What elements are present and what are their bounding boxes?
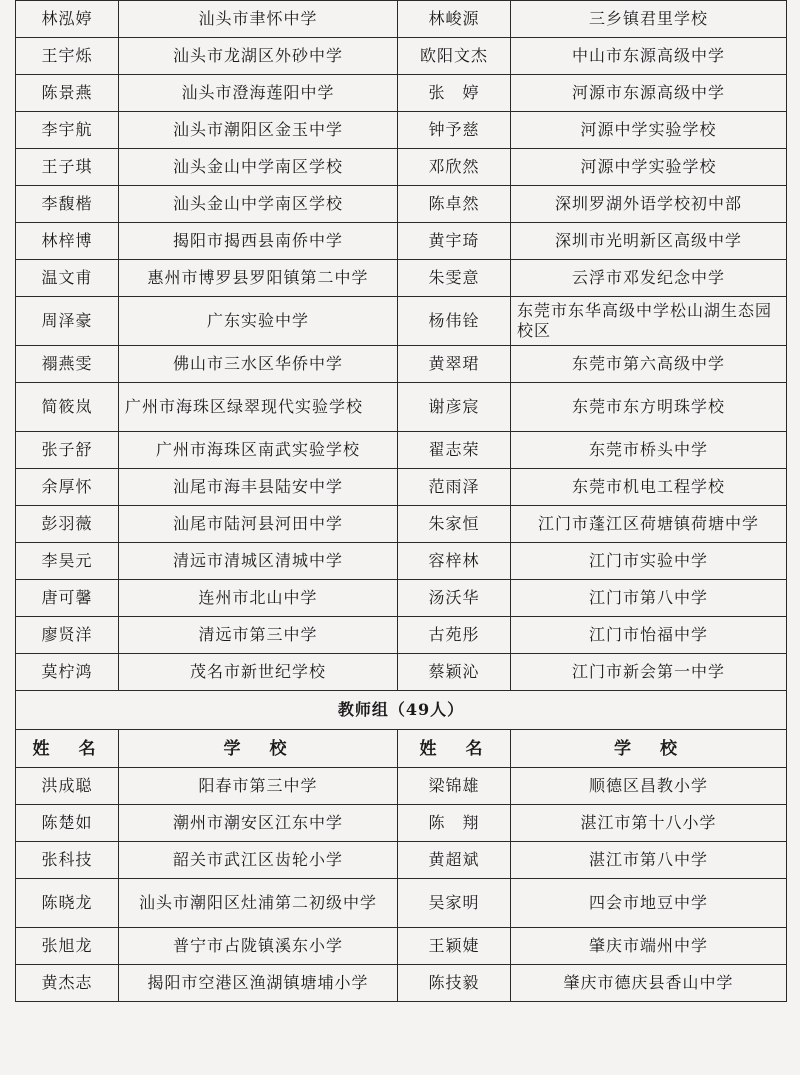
school-cell: 中山市东源高级中学 [511,38,787,75]
name-cell: 容梓林 [398,543,511,580]
name-cell: 翟志荣 [398,432,511,469]
name-cell: 简筱岚 [16,383,119,432]
school-cell: 汕头市澄海莲阳中学 [119,75,398,112]
table-row [16,879,787,928]
school-cell: 三乡镇君里学校 [511,1,787,38]
school-cell: 清远市第三中学 [119,617,398,654]
name-cell: 林峻源 [398,1,511,38]
table-row [16,186,787,223]
column-header-name: 姓 名 [398,730,511,768]
school-cell: 普宁市占陇镇溪东小学 [119,928,398,965]
school-cell: 江门市实验中学 [511,543,787,580]
name-cell: 王子琪 [16,149,119,186]
table-row [16,580,787,617]
name-cell: 廖贤洋 [16,617,119,654]
award-list-document [15,0,786,1002]
name-cell: 莫柠鸿 [16,654,119,691]
table-row [16,112,787,149]
name-cell: 周泽豪 [16,297,119,346]
name-cell: 陈晓龙 [16,879,119,928]
school-cell: 汕尾市海丰县陆安中学 [119,469,398,506]
table-row [16,260,787,297]
name-cell: 梁锦雄 [398,768,511,805]
name-cell: 杨伟铨 [398,297,511,346]
school-cell: 东莞市第六高级中学 [511,346,787,383]
table-row [16,506,787,543]
name-cell: 吴家明 [398,879,511,928]
school-cell: 汕尾市陆河县河田中学 [119,506,398,543]
table-row [16,469,787,506]
school-cell: 韶关市武江区齿轮小学 [119,842,398,879]
table-row [16,297,787,346]
table-row [16,768,787,805]
name-cell: 钟予慈 [398,112,511,149]
header-row [16,730,787,768]
name-cell: 王宇烁 [16,38,119,75]
school-cell: 江门市蓬江区荷塘镇荷塘中学 [511,506,787,543]
name-cell: 欧阳文杰 [398,38,511,75]
table-row [16,1,787,38]
school-cell: 湛江市第十八小学 [511,805,787,842]
name-cell: 朱家恒 [398,506,511,543]
school-cell: 汕头金山中学南区学校 [119,186,398,223]
school-cell: 茂名市新世纪学校 [119,654,398,691]
name-cell: 黄杰志 [16,965,119,1002]
name-cell: 李馥楷 [16,186,119,223]
name-cell: 陈楚如 [16,805,119,842]
name-cell: 蔡颖沁 [398,654,511,691]
table-row [16,383,787,432]
school-cell: 东莞市东华高级中学松山湖生态园校区 [511,297,787,346]
school-cell: 河源市东源高级中学 [511,75,787,112]
table-row [16,965,787,1002]
school-cell: 潮州市潮安区江东中学 [119,805,398,842]
school-cell: 汕头金山中学南区学校 [119,149,398,186]
name-cell: 林梓博 [16,223,119,260]
school-cell: 广州市海珠区绿翠现代实验学校 [119,383,398,432]
name-cell: 谢彦宸 [398,383,511,432]
name-cell: 唐可馨 [16,580,119,617]
name-cell: 黄翠珺 [398,346,511,383]
school-cell: 河源中学实验学校 [511,112,787,149]
school-cell: 广东实验中学 [119,297,398,346]
school-cell: 深圳市光明新区高级中学 [511,223,787,260]
school-cell: 河源中学实验学校 [511,149,787,186]
table-row [16,543,787,580]
name-cell: 黄宇琦 [398,223,511,260]
name-cell: 邓欣然 [398,149,511,186]
school-cell: 云浮市邓发纪念中学 [511,260,787,297]
name-cell: 温文甫 [16,260,119,297]
school-cell: 揭阳市揭西县南侨中学 [119,223,398,260]
name-cell: 陈技毅 [398,965,511,1002]
school-cell: 顺德区昌教小学 [511,768,787,805]
name-cell: 张旭龙 [16,928,119,965]
name-cell: 余厚怀 [16,469,119,506]
school-cell: 东莞市机电工程学校 [511,469,787,506]
name-cell: 洪成聪 [16,768,119,805]
school-cell: 惠州市博罗县罗阳镇第二中学 [119,260,398,297]
name-cell: 朱雯意 [398,260,511,297]
section-title-row [16,691,787,730]
name-cell: 陈 翔 [398,805,511,842]
table-row [16,75,787,112]
name-cell: 林泓婷 [16,1,119,38]
name-cell: 陈卓然 [398,186,511,223]
school-cell: 佛山市三水区华侨中学 [119,346,398,383]
table-row [16,654,787,691]
table-row [16,149,787,186]
name-cell: 王颖婕 [398,928,511,965]
table-row [16,432,787,469]
name-cell: 黄超斌 [398,842,511,879]
name-cell: 汤沃华 [398,580,511,617]
school-cell: 汕头市聿怀中学 [119,1,398,38]
school-cell: 东莞市桥头中学 [511,432,787,469]
name-cell: 李昊元 [16,543,119,580]
school-cell: 东莞市东方明珠学校 [511,383,787,432]
school-cell: 汕头市潮阳区灶浦第二初级中学 [119,879,398,928]
school-cell: 汕头市潮阳区金玉中学 [119,112,398,149]
school-cell: 深圳罗湖外语学校初中部 [511,186,787,223]
table-row [16,805,787,842]
name-cell: 张科技 [16,842,119,879]
table-row [16,842,787,879]
school-cell: 肇庆市德庆县香山中学 [511,965,787,1002]
school-cell: 阳春市第三中学 [119,768,398,805]
name-cell: 陈景燕 [16,75,119,112]
school-cell: 揭阳市空港区渔湖镇塘埔小学 [119,965,398,1002]
table-row [16,617,787,654]
school-cell: 连州市北山中学 [119,580,398,617]
name-cell: 李宇航 [16,112,119,149]
school-cell: 江门市第八中学 [511,580,787,617]
table-row [16,38,787,75]
name-cell: 范雨泽 [398,469,511,506]
school-cell: 湛江市第八中学 [511,842,787,879]
school-cell: 四会市地豆中学 [511,879,787,928]
name-cell: 古苑彤 [398,617,511,654]
school-cell: 汕头市龙湖区外砂中学 [119,38,398,75]
school-cell: 肇庆市端州中学 [511,928,787,965]
table-row [16,223,787,260]
column-header-school: 学 校 [511,730,787,768]
name-cell: 禤燕雯 [16,346,119,383]
column-header-school: 学 校 [119,730,398,768]
name-cell: 张子舒 [16,432,119,469]
name-cell: 彭羽薇 [16,506,119,543]
school-cell: 广州市海珠区南武实验学校 [119,432,398,469]
award-table [15,0,787,1002]
column-header-name: 姓 名 [16,730,119,768]
name-cell: 张 婷 [398,75,511,112]
section-title: 教师组（49人） [16,691,787,730]
table-row [16,928,787,965]
school-cell: 清远市清城区清城中学 [119,543,398,580]
school-cell: 江门市怡福中学 [511,617,787,654]
table-row [16,346,787,383]
school-cell: 江门市新会第一中学 [511,654,787,691]
